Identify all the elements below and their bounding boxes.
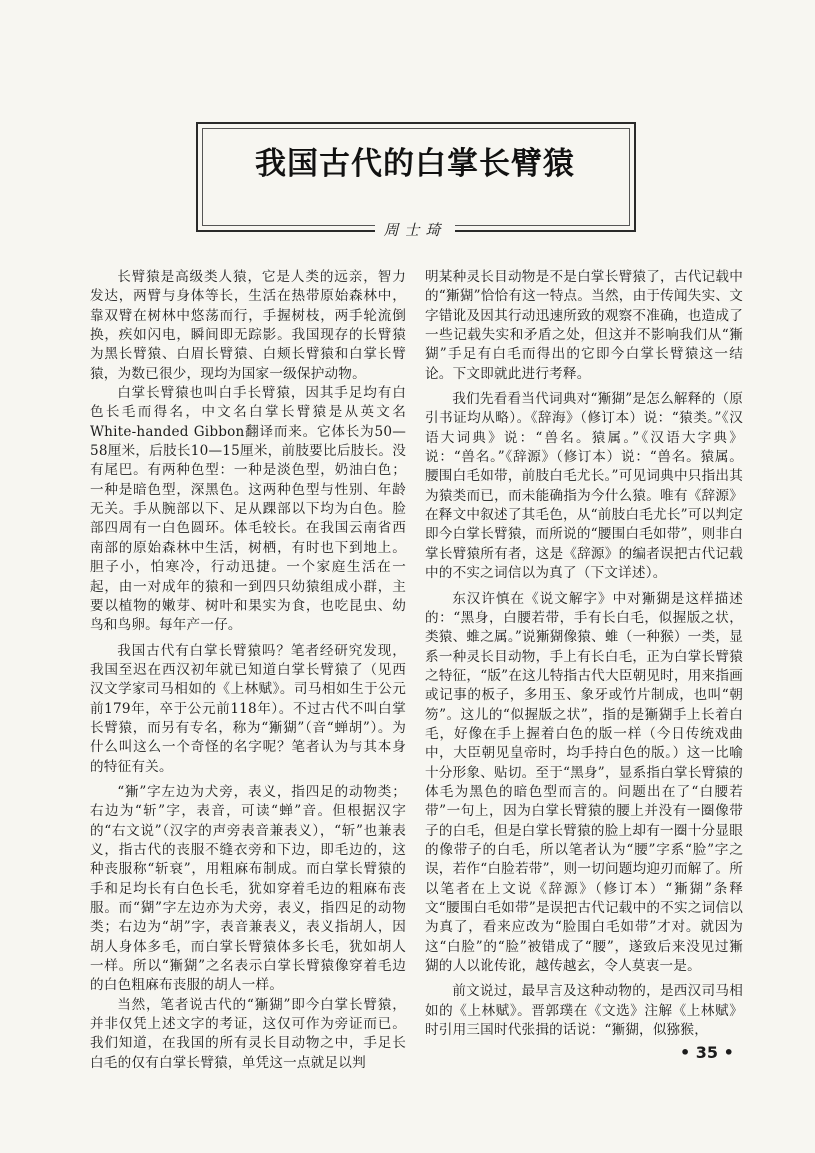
paragraph: 当然，笔者说古代的“獑猢”即今白掌长臂猿，并非仅凭上述文字的考证，这仅可作为旁证而已。我们知道，在我国的所有灵长目动物之中，手足长白毛的仅有白掌长臂猿，单凭这一点就足以判	[90, 996, 406, 1071]
paragraph: 明某种灵长目动物是不是白掌长臂猿了，古代记载中的“獑猢”恰恰有这一特点。当然，由于传闻失实、文字错讹及因其行动迅速所致的观察不准确，也造成了一些记载失实和矛盾之处，但这并不影响我们从“獑猢”手足有白毛而得出的它即今白掌长臂猿这一结论。下文即就此进行考释。	[425, 269, 743, 382]
title-block	[196, 122, 634, 242]
right-column	[425, 268, 743, 1040]
paragraph: 我国古代有白掌长臂猿吗？笔者经研究发现，我国至迟在西汉初年就已知道白掌长臂猿了（见西汉文学家司马相如的《上林赋》。司马相如生于公元前179年，卒于公元前118年）。不过古代不叫白掌长臂猿，而另有专名，称为“獑猢”（音“蝉胡”）。为什么叫这么一个奇怪的名字呢？笔者认为与其本身的特征有关。	[90, 642, 406, 775]
paragraph: 前文说过，最早言及这种动物的，是西汉司马相如的《上林赋》。晋郭璞在《文选》注解《上林赋》时引用三国时代张揖的话说：“獑猢，似猕猴，	[425, 983, 743, 1039]
author-text: 周士琦	[375, 221, 454, 239]
paragraph: 东汉许慎在《说文解字》中对獑猢是这样描述的：“黑身，白腰若带，手有长白毛，似握版之状，类猿、蜼之属。”说獑猢像猿、蜼（一种猴）一类，显系一种灵长目动物，手上有长白毛，正为白掌长臂猿之特征，“版”在这儿特指古代大臣朝见时，用来指画或记事的板子，多用玉、象牙或竹片制成，也叫“朝笏”。这儿的“似握版之状”，指的是獑猢手上长着白毛，好像在手上握着白色的版一样（今日传统戏曲中，大臣朝见皇帝时，均手持白色的版。）这一比喻十分形象、贴切。至于“黑身”，显系指白掌长臂猿的体毛为黑色的暗色型而言的。问题出在了“白腰若带”一句上，因为白掌长臂猿的腰上并没有一圈像带子的白毛，但是白掌长臂猿的脸上却有一圈十分显眼的像带子的白毛，所以笔者认为“腰”字系“脸”字之误，若作“白脸若带”，则一切问题均迎刃而解了。所以笔者在上文说《辞源》（修订本）“獑猢”条释文“腰围白毛如带”是误把古代记载中的不实之词信以为真了，看来应改为“脸围白毛如带”才对。就因为这“白脸”的“脸”被错成了“腰”，遂致后来没见过獑猢的人以讹传讹，越传越玄，令人莫衷一是。	[425, 590, 743, 975]
article-title: 我国古代的白掌长臂猿	[255, 146, 575, 182]
page-number: • 35 •	[680, 1043, 734, 1062]
paragraph: 长臂猿是高级类人猿，它是人类的远亲，智力发达，两臂与身体等长，生活在热带原始森林中，靠双臂在树林中悠荡而行，手握树枝，两手轮流倒换，疾如闪电，瞬间即无踪影。我国现存的长臂猿为黑长臂猿、白眉长臂猿、白颊长臂猿和白掌长臂猿，为数已很少，现均为国家一级保护动物。	[90, 269, 406, 382]
paragraph: 白掌长臂猿也叫白手长臂猿，因其手足均有白色长毛而得名，中文名白掌长臂猿是从英文名White-handed Gibbon翻译而来。它体长为50—58厘米，后肢长10—15厘米，前肢要比后肢长。没有尾巴。有两种色型：一种是淡色型，奶油白色；一种是暗色型，深黑色。这两种色型与性别、年龄无关。手从腕部以下、足从踝部以下均为白色。脸部四周有一白色圆环。体毛较长。在我国云南省西南部的原始森林中生活，树栖，有时也下到地上。胆子小，怕寒冷，行动迅捷。一个家庭生活在一起，由一对成年的猿和一到四只幼猿组成小群，主要以植物的嫩芽、树叶和果实为食，也吃昆虫、幼鸟和鸟卵。每年产一仔。	[90, 385, 406, 634]
paragraph: 我们先看看当代词典对“獑猢”是怎么解释的（原引书证均从略）。《辞海》（修订本）说：“猿类。”《汉语大词典》说：“兽名。猿属。”《汉语大字典》说：“兽名。”《辞源》（修订本）说：“兽名。猿属。腰围白毛如带，前肢白毛尤长。”可见词典中只指出其为猿类而已，而未能确指为今什么猿。唯有《辞源》在释文中叙述了其毛色，从“前肢白毛尤长”可以判定即今白掌长臂猿，而所说的“腰围白毛如带”，则非白掌长臂猿所有者，这是《辞源》的编者误把古代记载中的不实之词信以为真了（下文详述）。	[425, 391, 743, 582]
author-name	[196, 219, 634, 240]
paragraph: “獑”字左边为犬旁，表义，指四足的动物类；右边为“斩”字，表音，可读“蝉”音。但根据汉字的“右文说”（汉字的声旁表音兼表义），“斩”也兼表义，指古代的丧服不缝衣旁和下边，即毛边的，这种丧服称“斩衰”，用粗麻布制成。而白掌长臂猿的手和足均长有白色长毛，犹如穿着毛边的粗麻布丧服。而“猢”字左边亦为犬旁，表义，指四足的动物类；右边为“胡”字，表音兼表义，表义指胡人，因胡人身体多毛，而白掌长臂猿体多长毛，犹如胡人一样。所以“獑猢”之名表示白掌长臂猿像穿着毛边的白色粗麻布丧服的胡人一样。	[90, 783, 406, 994]
left-column	[90, 268, 406, 1073]
